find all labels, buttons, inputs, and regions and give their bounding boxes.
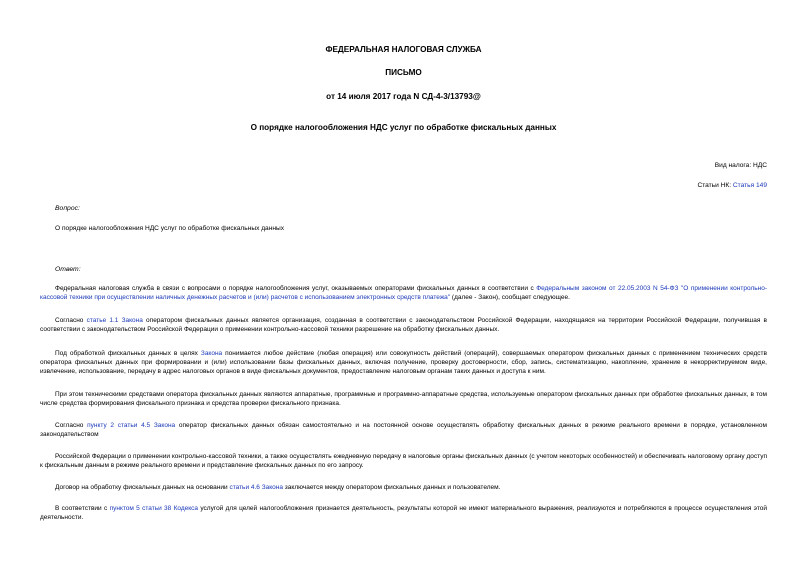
agency-title: ФЕДЕРАЛЬНАЯ НАЛОГОВАЯ СЛУЖБА [325,45,482,54]
federal-law-link[interactable]: Федеральным законом от 22.05.2003 N 54-ФЗ "О применении контрольно-кассовой техники при осуществлении наличных денежных расчетов и (или) расчетов с использованием электронных средств платежа" [40,285,767,301]
tax-type: Вид налога: НДС [714,162,767,169]
article-4-5-link[interactable]: пункту 2 статьи 4.5 Закона [87,422,176,429]
answer-paragraph [40,316,767,334]
paragraph-text: При этом техническими средствами оператора фискальных данных являются аппаратные, программные и программно-аппаратные средства, используемые оператором фискальных данных при обработке фискальных данных, в том числе средства формирования фискального признака и средства проверки фискального признака. [40,391,767,407]
paragraph-text: (далее - Закон), сообщает следующее. [450,294,570,301]
answer-paragraph [40,390,767,408]
paragraph-text: Федеральная налоговая служба в связи с вопросами о порядке налогообложения услуг, оказываемых операторами фискальных данных в соответствии с [55,285,537,292]
tax-code-article-38-link[interactable]: пунктом 5 статьи 38 Кодекса [109,505,199,512]
paragraph-text: Договор на обработку фискальных данных на основании [55,484,230,491]
answer-paragraph [40,284,767,302]
paragraph-text: В соответствии с [55,505,110,512]
paragraph-text: понимается любое действие (любая операция) или совокупность действий (операций), совершаемых оператором фискальных данных с применением технических средств оператора фискальных данных при формировании и (или) использовании базы фискальных данных, включая получение, проверку достоверности, сбор, запись, систематизацию, накопление, хранение в некорректируемом виде, извлечение, использование, передачу в адрес налоговых органов в виде фискальных документов, предоставление налоговым органам таких данных и доступа к ним. [40,350,767,375]
answer-paragraph [40,452,767,470]
paragraph-text: Под обработкой фискальных данных в целях [55,350,201,357]
law-link[interactable]: Закона [200,350,223,357]
article-1-1-link[interactable]: статье 1.1 Закона [86,317,143,324]
articles-label: Статьи НК: [697,182,733,189]
document-type: ПИСЬМО [385,68,422,77]
answer-label: Ответ: [55,266,81,273]
paragraph-text: заключается между оператором фискальных данных и пользователем. [283,484,501,491]
answer-paragraph [40,421,767,439]
article-4-6-link[interactable]: статьи 4.6 Закона [229,484,283,491]
paragraph-text: Согласно [55,317,87,324]
question-text: О порядке налогообложения НДС услуг по обработке фискальных данных [55,225,285,232]
answer-paragraph [40,504,767,522]
answer-paragraph [40,483,767,492]
paragraph-text: услугой для целей налогообложения признается деятельность, результаты которой не имеют материального выражения, реализуются и потребляются в процессе осуществления этой деятельности. [40,505,767,521]
paragraph-text: Согласно [55,422,88,429]
article-149-link[interactable]: Статья 149 [732,182,767,189]
document-date-number: от 14 июля 2017 года N СД-4-3/13793@ [326,92,481,101]
question-label: Вопрос: [55,205,80,212]
paragraph-text: оператором фискальных данных является организация, созданная в соответствии с законодательством Российской Федерации, находящаяся на территории Российской Федерации, получившая в соответствии с законодательством Российской Федерации о применении контрольно-кассовой техники разрешение на обработку фискальных данных. [40,317,767,333]
paragraph-text: оператор фискальных данных обязан самостоятельно и на постоянной основе осуществлять обработку фискальных данных в режиме реального времени в порядке, установленном законодательством [40,422,767,438]
document-subject: О порядке налогообложения НДС услуг по обработке фискальных данных [250,123,557,132]
tax-code-articles [697,182,767,189]
paragraph-text: Российской Федерации о применении контрольно-кассовой техники, а также осуществлять ежедневную передачу в налоговые органы фискальных данных (с учетом некоторых особенностей) и обеспечивать налоговому органу доступ к фискальным данным в режиме реального времени и представление фискальных данных по его запросу. [40,453,767,469]
answer-paragraph [40,349,767,376]
